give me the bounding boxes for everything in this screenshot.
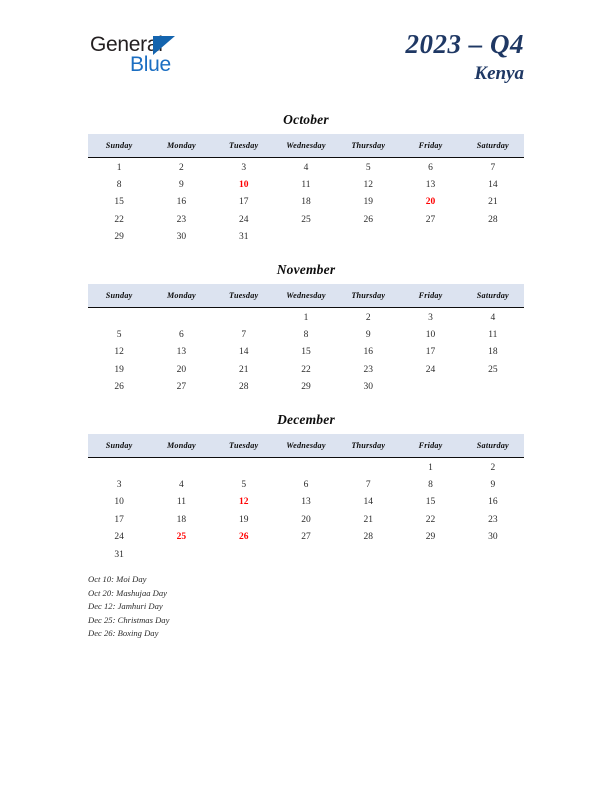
calendar-day-october-19[interactable]: 19 <box>363 197 374 208</box>
weekday-header-wednesday: Wednesday <box>275 134 337 158</box>
calendar-day-empty <box>399 379 461 396</box>
calendar-day-november-7[interactable]: 7 <box>241 330 247 341</box>
calendar-day-december-10[interactable]: 10 <box>114 497 124 508</box>
logo-text-general: General <box>90 33 163 56</box>
calendar-day-empty <box>337 229 399 246</box>
calendar-day-november-14[interactable]: 14 <box>238 347 249 358</box>
calendar-day-november-3[interactable]: 3 <box>428 312 433 323</box>
calendar-day-october-31[interactable]: 31 <box>238 232 249 243</box>
general-blue-logo <box>88 34 288 92</box>
calendar-week-row <box>88 326 524 343</box>
calendar-day-december-24[interactable]: 24 <box>114 532 124 543</box>
calendar-day-november-18[interactable]: 18 <box>488 347 498 358</box>
month-title-december: December <box>277 412 335 427</box>
calendar-day-october-22[interactable]: 22 <box>114 214 124 225</box>
holiday-note-item: Dec 26: Boxing Day <box>88 628 159 638</box>
logo-text-blue: Blue <box>130 53 171 76</box>
calendar-day-december-30[interactable]: 30 <box>488 532 498 543</box>
calendar-day-december-1[interactable]: 1 <box>428 462 433 473</box>
calendar-day-november-26[interactable]: 26 <box>114 382 124 393</box>
calendar-day-october-11[interactable]: 11 <box>301 180 311 191</box>
weekday-header-tuesday: Tuesday <box>213 284 275 308</box>
calendar-week-row <box>88 511 524 528</box>
weekday-header-sunday: Sunday <box>88 284 150 308</box>
calendar-week-row <box>88 494 524 511</box>
month-title-october: October <box>283 112 329 127</box>
calendar-day-empty <box>213 308 275 327</box>
weekday-header-row <box>88 434 524 458</box>
calendar-day-empty <box>150 458 212 477</box>
calendar-day-december-3[interactable]: 3 <box>116 480 122 491</box>
weekday-header-row <box>88 134 524 158</box>
calendar-day-december-13[interactable]: 13 <box>301 497 311 508</box>
calendar-day-october-24[interactable]: 24 <box>238 214 249 225</box>
calendar-day-december-26-holiday[interactable]: 26 <box>238 532 249 543</box>
calendar-day-october-25[interactable]: 25 <box>301 214 311 225</box>
calendar-day-november-13[interactable]: 13 <box>176 347 187 358</box>
calendar-day-empty <box>88 458 150 477</box>
calendar-day-empty <box>275 458 337 477</box>
weekday-header-saturday: Saturday <box>462 434 524 458</box>
calendar-day-november-1[interactable]: 1 <box>303 312 309 323</box>
calendar-day-december-20[interactable]: 20 <box>301 514 311 525</box>
weekday-header-friday: Friday <box>399 434 461 458</box>
calendar-day-november-27[interactable]: 27 <box>176 382 187 393</box>
calendar-day-october-2[interactable]: 2 <box>179 162 184 173</box>
calendar-week-row <box>88 176 524 193</box>
calendar-day-november-28[interactable]: 28 <box>238 382 249 393</box>
calendar-day-october-17[interactable]: 17 <box>238 197 249 208</box>
calendar-day-empty <box>462 546 524 563</box>
calendar-day-november-4[interactable]: 4 <box>490 312 496 323</box>
calendar-day-november-24[interactable]: 24 <box>425 364 436 375</box>
holiday-note-item: Oct 20: Mashujaa Day <box>88 587 168 598</box>
calendar-week-row <box>88 546 524 563</box>
calendar-day-november-21[interactable]: 21 <box>238 364 249 375</box>
calendar-day-december-11[interactable]: 11 <box>176 497 186 508</box>
calendar-day-october-29[interactable]: 29 <box>114 232 124 243</box>
calendar-day-october-4[interactable]: 4 <box>303 162 309 173</box>
calendar-week-row <box>88 361 524 378</box>
calendar-day-october-7[interactable]: 7 <box>490 162 496 173</box>
weekday-header-friday: Friday <box>399 284 461 308</box>
calendar-week-row <box>88 529 524 546</box>
calendar-day-october-9[interactable]: 9 <box>179 180 184 191</box>
calendar-day-december-14[interactable]: 14 <box>363 497 374 508</box>
calendar-day-december-8[interactable]: 8 <box>428 480 433 491</box>
month-title-november: November <box>276 262 336 277</box>
weekday-header-monday: Monday <box>150 434 212 458</box>
calendar-table-november <box>88 284 524 396</box>
calendar-day-november-11[interactable]: 11 <box>488 330 498 341</box>
calendar-day-november-20[interactable]: 20 <box>176 364 187 375</box>
weekday-header-sunday: Sunday <box>88 134 150 158</box>
page-title: 2023 – Q4 <box>405 29 524 59</box>
calendar-day-empty <box>462 229 524 246</box>
calendar-day-december-25-holiday[interactable]: 25 <box>176 532 187 543</box>
calendar-day-october-27[interactable]: 27 <box>425 214 436 225</box>
calendar-day-december-7[interactable]: 7 <box>365 480 371 491</box>
calendar-day-october-8[interactable]: 8 <box>116 180 122 191</box>
calendar-day-november-8[interactable]: 8 <box>303 330 309 341</box>
calendar-day-october-28[interactable]: 28 <box>488 214 498 225</box>
calendar-day-october-18[interactable]: 18 <box>301 197 311 208</box>
calendar-week-row <box>88 158 524 177</box>
calendar-day-october-30[interactable]: 30 <box>176 232 187 243</box>
calendar-day-december-4[interactable]: 4 <box>179 480 184 491</box>
calendar-day-empty <box>150 546 212 563</box>
calendar-day-december-31[interactable]: 31 <box>114 549 124 560</box>
calendar-day-empty <box>275 229 337 246</box>
weekday-header-thursday: Thursday <box>337 434 399 458</box>
calendar-day-december-29[interactable]: 29 <box>425 532 436 543</box>
weekday-header-wednesday: Wednesday <box>275 284 337 308</box>
weekday-header-tuesday: Tuesday <box>213 434 275 458</box>
calendar-day-empty <box>337 458 399 477</box>
page-header <box>88 30 524 100</box>
calendar-day-december-19[interactable]: 19 <box>238 514 249 525</box>
calendar-day-november-12[interactable]: 12 <box>114 347 124 358</box>
weekday-header-tuesday: Tuesday <box>213 134 275 158</box>
calendar-week-row <box>88 308 524 327</box>
calendar-day-october-21[interactable]: 21 <box>488 197 498 208</box>
calendar-week-row <box>88 344 524 361</box>
weekday-header-thursday: Thursday <box>337 134 399 158</box>
calendar-day-empty <box>213 458 275 477</box>
calendar-day-december-21[interactable]: 21 <box>363 514 374 525</box>
weekday-header-wednesday: Wednesday <box>275 434 337 458</box>
calendar-day-empty <box>213 546 275 563</box>
weekday-header-sunday: Sunday <box>88 434 150 458</box>
calendar-day-december-6[interactable]: 6 <box>303 480 309 491</box>
holiday-note-item: Dec 12: Jamhuri Day <box>88 601 163 611</box>
weekday-header-saturday: Saturday <box>462 134 524 158</box>
calendar-day-november-30[interactable]: 30 <box>363 382 374 393</box>
calendar-day-november-16[interactable]: 16 <box>363 347 374 358</box>
calendar-day-december-5[interactable]: 5 <box>241 480 247 491</box>
calendar-day-november-6[interactable]: 6 <box>179 330 184 341</box>
calendar-week-row <box>88 379 524 396</box>
calendar-day-december-27[interactable]: 27 <box>301 532 311 543</box>
calendar-day-empty <box>88 308 150 327</box>
weekday-header-thursday: Thursday <box>337 284 399 308</box>
holiday-note-item: Dec 25: Christmas Day <box>88 614 170 625</box>
calendar-day-empty <box>399 546 461 563</box>
calendar-day-december-9[interactable]: 9 <box>490 480 496 491</box>
month-block-november <box>88 262 524 396</box>
title-block <box>406 30 525 85</box>
calendar-day-november-10[interactable]: 10 <box>425 330 436 341</box>
calendar-day-november-29[interactable]: 29 <box>301 382 311 393</box>
calendar-day-december-18[interactable]: 18 <box>176 514 187 525</box>
calendar-week-row <box>88 229 524 246</box>
calendar-day-december-23[interactable]: 23 <box>488 514 498 525</box>
calendar-day-empty <box>275 546 337 563</box>
calendar-table-october <box>88 134 524 246</box>
calendar-day-october-5[interactable]: 5 <box>365 162 371 173</box>
calendar-day-december-22[interactable]: 22 <box>425 514 436 525</box>
calendar-day-october-10-holiday[interactable]: 10 <box>238 180 249 191</box>
calendar-week-row <box>88 476 524 493</box>
calendar-day-october-12[interactable]: 12 <box>363 180 374 191</box>
calendar-day-november-9[interactable]: 9 <box>365 330 371 341</box>
calendar-day-empty <box>337 546 399 563</box>
calendar-day-october-15[interactable]: 15 <box>114 197 124 208</box>
calendar-day-november-22[interactable]: 22 <box>301 364 311 375</box>
calendar-day-december-15[interactable]: 15 <box>425 497 436 508</box>
calendar-week-row <box>88 458 524 477</box>
month-block-december <box>88 412 524 563</box>
calendar-day-october-13[interactable]: 13 <box>425 180 436 191</box>
calendar-day-november-5[interactable]: 5 <box>116 330 122 341</box>
calendar-day-october-20-holiday[interactable]: 20 <box>425 197 436 208</box>
weekday-header-monday: Monday <box>150 284 212 308</box>
weekday-header-monday: Monday <box>150 134 212 158</box>
calendar-table-december <box>88 434 524 563</box>
calendar-day-november-23[interactable]: 23 <box>363 364 374 375</box>
calendar-day-november-15[interactable]: 15 <box>301 347 311 358</box>
calendar-day-october-23[interactable]: 23 <box>176 214 187 225</box>
calendar-day-october-26[interactable]: 26 <box>363 214 374 225</box>
calendar-day-december-28[interactable]: 28 <box>363 532 374 543</box>
month-block-october <box>88 112 524 246</box>
calendar-day-november-17[interactable]: 17 <box>425 347 436 358</box>
calendar-day-empty <box>399 229 461 246</box>
calendar-day-empty <box>150 308 212 327</box>
calendar-day-november-2[interactable]: 2 <box>365 312 371 323</box>
holiday-note-item: Oct 10: Moi Day <box>88 574 147 584</box>
page-subtitle-country: Kenya <box>474 62 524 84</box>
calendar-day-december-2[interactable]: 2 <box>490 462 496 473</box>
calendar-day-october-16[interactable]: 16 <box>176 197 187 208</box>
calendar-day-october-1[interactable]: 1 <box>116 162 122 173</box>
calendar-day-december-12-holiday[interactable]: 12 <box>238 497 249 508</box>
calendar-week-row <box>88 211 524 228</box>
calendar-day-october-3[interactable]: 3 <box>241 162 247 173</box>
calendar-week-row <box>88 194 524 211</box>
calendar-day-december-16[interactable]: 16 <box>488 497 498 508</box>
holiday-notes-list <box>88 573 388 641</box>
calendar-day-october-6[interactable]: 6 <box>428 162 433 173</box>
calendar-day-november-19[interactable]: 19 <box>114 364 124 375</box>
calendar-day-empty <box>462 379 524 396</box>
calendar-day-october-14[interactable]: 14 <box>488 180 498 191</box>
calendar-day-december-17[interactable]: 17 <box>114 514 124 525</box>
weekday-header-friday: Friday <box>399 134 461 158</box>
weekday-header-row <box>88 284 524 308</box>
weekday-header-saturday: Saturday <box>462 284 524 308</box>
calendar-day-november-25[interactable]: 25 <box>488 364 498 375</box>
